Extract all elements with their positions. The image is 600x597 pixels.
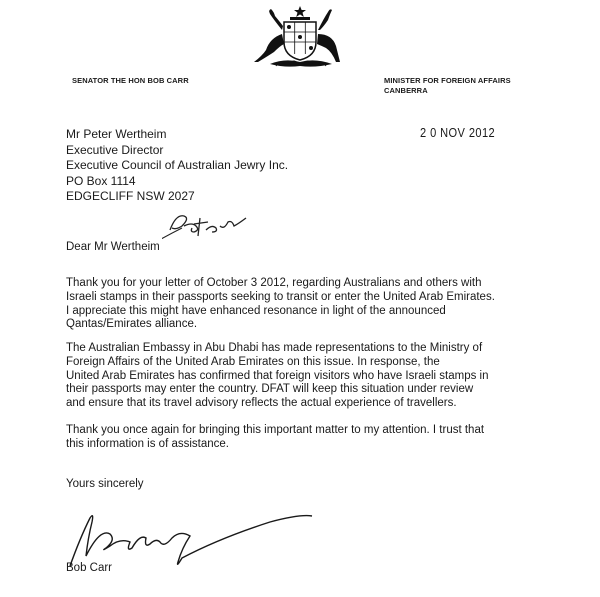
- paragraph-3: [66, 424, 484, 452]
- p1-line-2: Israeli stamps in their passports seeking to transit or enter the United Arab Emirates.: [66, 290, 495, 303]
- p2-line-3: United Arab Emirates has confirmed that foreign visitors who have Israeli stamps in: [66, 369, 489, 382]
- p2-line-4: their passports may enter the country. DFAT will keep this situation under review: [66, 383, 474, 396]
- p3-line-1: Thank you once again for bringing this important matter to my attention. I trust that: [66, 424, 485, 436]
- salutation: Dear Mr Wertheim: [66, 241, 160, 253]
- recipient-address: [66, 127, 288, 205]
- p2-line-2: Foreign Affairs of the United Arab Emirates on this issue. In response, the: [66, 355, 440, 368]
- closing: Yours sincerely: [66, 478, 144, 490]
- minister-title: [384, 76, 511, 96]
- handwritten-peter-annotation: [162, 208, 252, 248]
- p1-line-1: Thank you for your letter of October 3 2012, regarding Australians and others with: [66, 277, 482, 289]
- p1-line-4: Qantas/Emirates alliance.: [66, 318, 198, 331]
- minister-title-line2: CANBERRA: [384, 86, 428, 95]
- recipient-suburb: EDGECLIFF NSW 2027: [66, 189, 195, 203]
- recipient-name: Mr Peter Wertheim: [66, 127, 167, 141]
- p2-line-1: The Australian Embassy in Abu Dhabi has made representations to the Ministry of: [66, 342, 483, 354]
- p1-line-3: I appreciate this might have enhanced resonance in light of the announced: [66, 304, 446, 317]
- recipient-po-box: PO Box 1114: [66, 173, 136, 188]
- signatory-name: Bob Carr: [66, 562, 113, 574]
- recipient-organisation: Executive Council of Australian Jewry Inc.: [66, 158, 289, 172]
- paragraph-2: [66, 342, 489, 411]
- senator-title: SENATOR THE HON BOB CARR: [72, 76, 189, 85]
- coat-of-arms-emblem: [240, 4, 360, 72]
- minister-title-line1: MINISTER FOR FOREIGN AFFAIRS: [384, 76, 511, 85]
- recipient-title: Executive Director: [66, 142, 164, 157]
- p3-line-2: this information is of assistance.: [66, 437, 229, 450]
- p2-line-5: and ensure that its travel advisory reflects the actual experience of travellers.: [66, 397, 457, 410]
- paragraph-1: [66, 277, 495, 332]
- letter-date: 2 0 NOV 2012: [420, 125, 496, 140]
